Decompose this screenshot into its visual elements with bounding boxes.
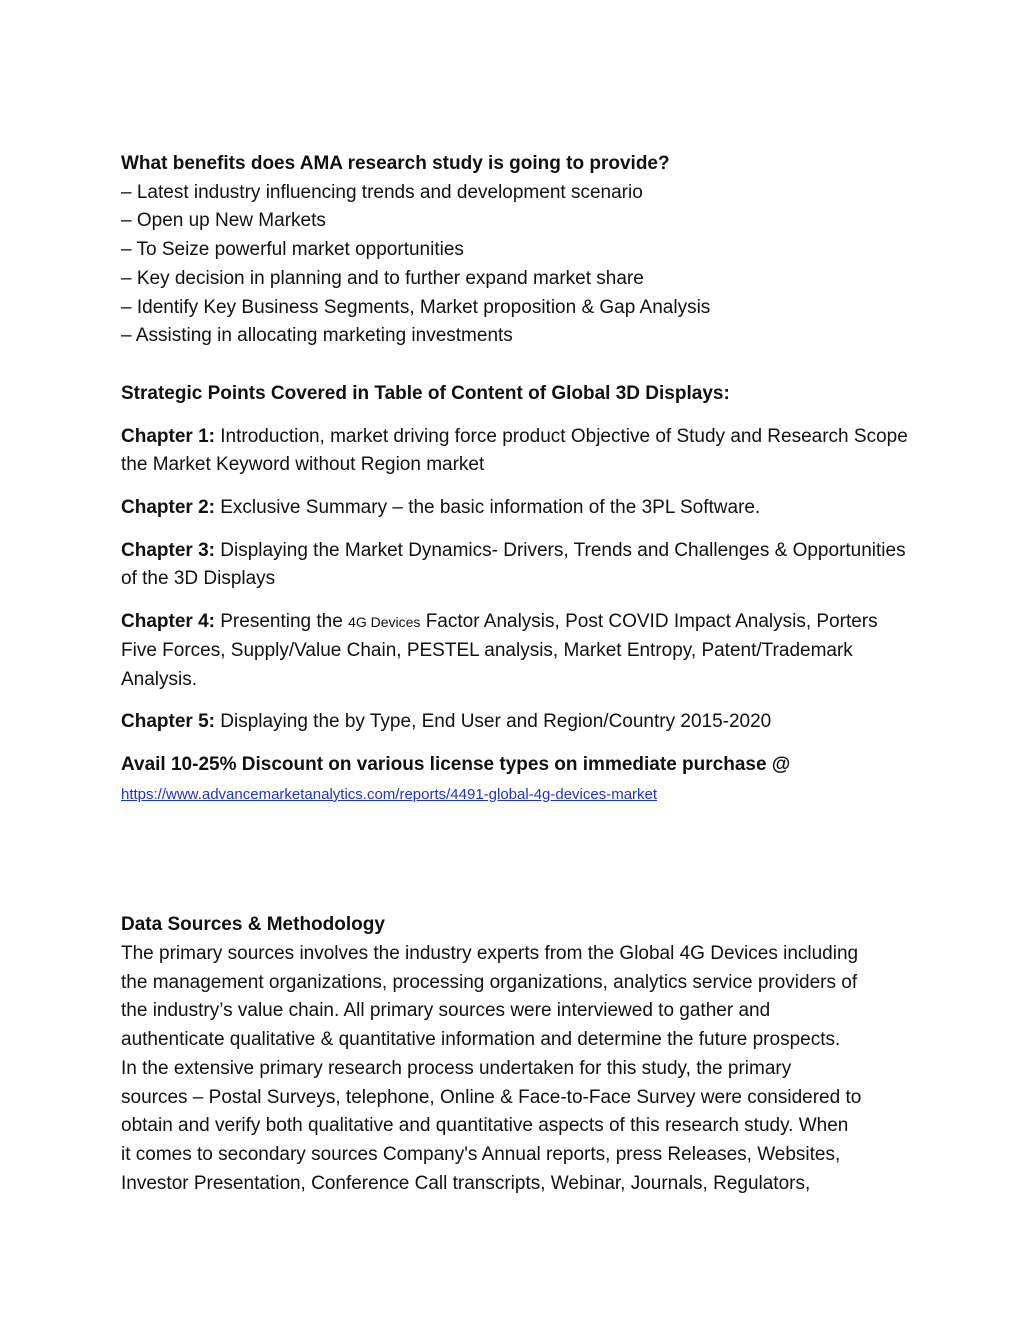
benefits-heading: What benefits does AMA research study is going to provide? [121, 153, 670, 174]
chapter-2 [121, 494, 911, 523]
discount-section [121, 751, 911, 808]
benefit-item: – Open up New Markets [121, 210, 326, 232]
chapter-label: Chapter 5: [121, 711, 215, 733]
chapter-text: Presenting the [214, 611, 349, 633]
methodology-line: Investor Presentation, Conference Call transcripts, Webinar, Journals, Regulators, [121, 1172, 811, 1194]
benefit-item: – Assisting in allocating marketing investments [121, 325, 513, 347]
methodology-line: the industry’s value chain. All primary sources were interviewed to gather and [121, 1000, 771, 1022]
benefit-item: – Latest industry influencing trends and development scenario [121, 181, 643, 203]
chapter-1 [121, 423, 911, 480]
methodology-line: sources – Postal Surveys, telephone, Online & Face-to-Face Survey were considered to [121, 1086, 862, 1108]
benefit-item: – Identify Key Business Segments, Market proposition & Gap Analysis [121, 296, 711, 318]
chapter-label: Chapter 4: [121, 611, 215, 633]
chapter-3 [121, 537, 911, 594]
methodology-heading: Data Sources & Methodology [121, 914, 385, 936]
toc-heading: Strategic Points Covered in Table of Content of Global 3D Displays: [121, 382, 730, 404]
chapter-label: Chapter 3: [121, 539, 215, 561]
methodology-line: authenticate qualitative & quantitative information and determine the future prospects. [121, 1029, 841, 1051]
methodology-line: In the extensive primary research process undertaken for this study, the primary [121, 1057, 792, 1079]
report-link[interactable]: https://www.advancemarketanalytics.com/reports/4491-global-4g-devices-market [121, 785, 658, 803]
methodology-section [121, 911, 911, 1198]
benefit-item: – To Seize powerful market opportunities [121, 239, 464, 261]
methodology-line: obtain and verify both qualitative and quantitative aspects of this research study. When [121, 1115, 849, 1137]
chapter-text: Displaying the Market Dynamics- Drivers, Trends and Challenges & Opportunities of the 3D Displays [121, 539, 906, 590]
benefit-item: – Key decision in planning and to further expand market share [121, 267, 644, 289]
chapter-5 [121, 708, 911, 737]
chapter-text: Introduction, market driving force product Objective of Study and Research Scope the Market Keyword without Region market [121, 425, 908, 476]
chapter-4 [121, 608, 911, 694]
methodology-line: it comes to secondary sources Company's Annual reports, press Releases, Websites, [121, 1143, 841, 1165]
chapter-label: Chapter 2: [121, 497, 215, 519]
chapter-product-name: 4G Devices [348, 614, 421, 631]
methodology-line: The primary sources involves the industry experts from the Global 4G Devices including [121, 943, 859, 965]
chapter-text: Factor Analysis, Post COVID Impact Analysis, Porters Five Forces, Supply/Value Chain, PESTEL analysis, Market Entropy, Patent/Trademark Analysis. [121, 611, 878, 690]
document-page [121, 150, 911, 1198]
methodology-line: the management organizations, processing organizations, analytics service providers of [121, 971, 858, 993]
discount-text: Avail 10-25% Discount on various license types on immediate purchase @ [121, 753, 791, 775]
benefits-section [121, 150, 911, 351]
chapter-label: Chapter 1: [121, 425, 215, 447]
chapter-text: Displaying the by Type, End User and Region/Country 2015-2020 [214, 711, 772, 733]
chapter-text: Exclusive Summary – the basic information of the 3PL Software. [214, 497, 761, 519]
toc-section [121, 380, 911, 737]
